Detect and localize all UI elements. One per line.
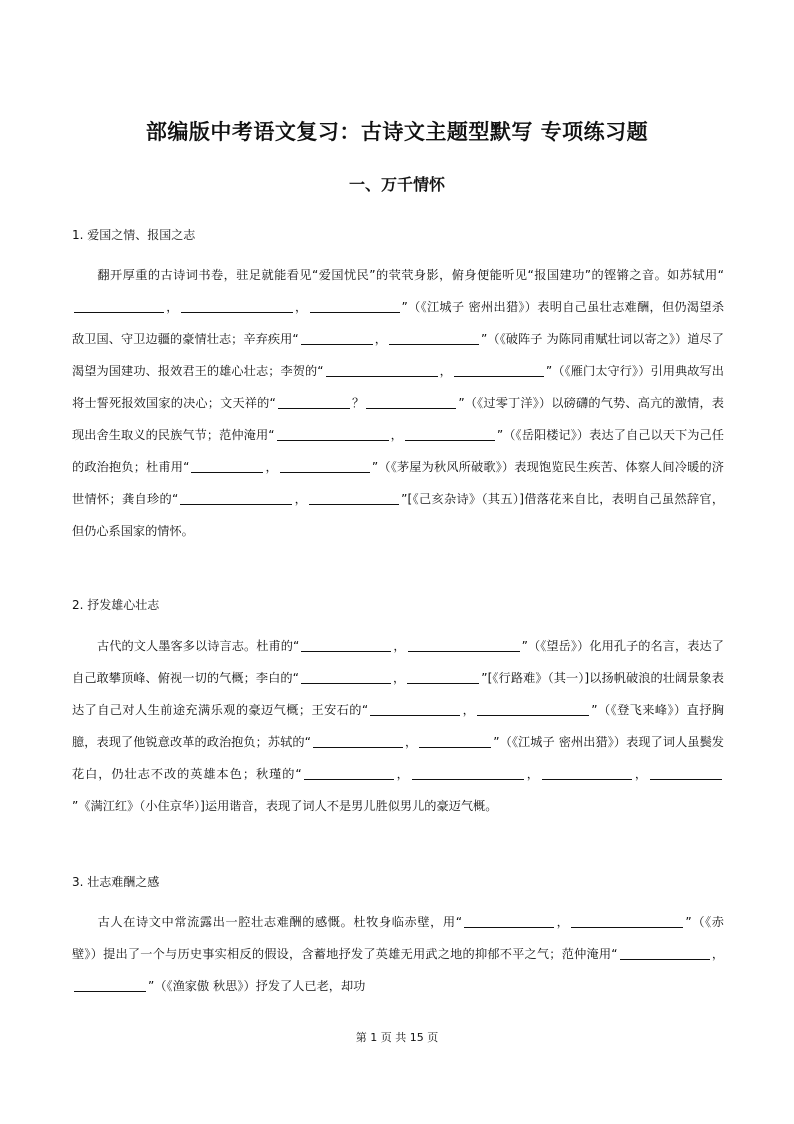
section-title: 一、万千情怀 xyxy=(348,175,445,194)
paragraph-3 xyxy=(72,906,724,1002)
fill-in-blank[interactable] xyxy=(407,669,479,684)
fill-in-blank[interactable] xyxy=(304,765,394,780)
fill-in-blank[interactable] xyxy=(477,701,589,716)
paragraph-text: ， xyxy=(633,767,648,781)
paragraph-text: ， xyxy=(374,332,388,346)
fill-in-blank[interactable] xyxy=(366,394,456,409)
fill-in-blank[interactable] xyxy=(280,458,370,473)
fill-in-blank[interactable] xyxy=(74,977,146,992)
paragraph-text: ”（《赤壁》）提出了一个与历史事实相反的假设，含蓄地抒发了英雄无用武之地的抑郁不平之气；范仲淹用“ xyxy=(72,915,724,961)
fill-in-blank[interactable] xyxy=(412,765,524,780)
paragraph-text: ， xyxy=(294,492,308,506)
fill-in-blank[interactable] xyxy=(278,394,350,409)
paragraph-text: ”（《过零丁洋》）以磅礴的气势、高亢的激情，表现出舍生取义的民族气节；范仲淹用“ xyxy=(72,396,724,442)
fill-in-blank[interactable] xyxy=(301,637,391,652)
fill-in-blank[interactable] xyxy=(277,426,389,441)
paragraph-text: ”（《江城子 密州出猎》）表明自己虽壮志难酬，但仍渴望杀敌卫国、守卫边疆的豪情壮志；辛弃疾用“ xyxy=(72,300,725,346)
section-heading-2: 2. 抒发雄心壮志 xyxy=(72,598,160,612)
paragraph-text: ， xyxy=(166,300,179,314)
paragraph-text: ， xyxy=(392,671,406,685)
page-title: 部编版中考语文复习：古诗文主题型默写 专项练习题 xyxy=(145,120,649,144)
fill-in-blank[interactable] xyxy=(301,669,391,684)
paragraph-text: ， xyxy=(556,915,570,929)
paragraph-text: ”（《江城子 密州出猎》）表现了词人虽鬓发花白，仍壮志不改的英雄本色；秋瑾的“ xyxy=(72,735,724,781)
paragraph-text: ”（《望岳》）化用孔子的名言，表达了自己敢攀顶峰、俯视一切的气概；李白的“ xyxy=(72,639,724,685)
fill-in-blank[interactable] xyxy=(454,362,544,377)
paragraph-text: ， xyxy=(395,767,410,781)
fill-in-blank[interactable] xyxy=(309,490,399,505)
paragraph-text: ， xyxy=(711,947,725,961)
paragraph-text: ”（《破阵子 为陈同甫赋壮词以寄之》）道尽了渴望为国建功、报效君王的雄心壮志；李贺的“ xyxy=(72,332,724,378)
fill-in-blank[interactable] xyxy=(370,701,460,716)
paragraph-text: 古人在诗文中常流露出一腔壮志难酬的感慨。杜牧身临赤壁，用“ xyxy=(97,915,463,929)
section-heading-1: 1. 爱国之情、报国之志 xyxy=(72,228,196,242)
fill-in-blank[interactable] xyxy=(326,362,438,377)
fill-in-blank[interactable] xyxy=(419,733,491,748)
fill-in-blank[interactable] xyxy=(464,913,554,928)
page-footer: 第 1 页 共 15 页 xyxy=(355,1031,439,1044)
section-heading-3: 3. 壮志难酬之感 xyxy=(72,875,160,889)
paragraph-2 xyxy=(72,630,724,822)
fill-in-blank[interactable] xyxy=(389,330,479,345)
paragraph-text: ， xyxy=(390,428,403,442)
fill-in-blank[interactable] xyxy=(650,765,722,780)
paragraph-text: ， xyxy=(439,364,452,378)
paragraph-text: ， xyxy=(294,300,308,314)
paragraph-text: ”（《雁门太守行》）引用典故写出将士誓死报效国家的决心；文天祥的“ xyxy=(72,364,724,410)
fill-in-blank[interactable] xyxy=(405,426,495,441)
paragraph-text: ， xyxy=(265,460,278,474)
paragraph-text: ”（《登飞来峰》）直抒胸臆，表现了他锐意改革的政治抱负；苏轼的“ xyxy=(72,703,724,749)
fill-in-blank[interactable] xyxy=(74,298,164,313)
fill-in-blank[interactable] xyxy=(180,490,292,505)
paragraph-text: ”（《茅屋为秋风所破歌》）表现饱览民生疾苦、体察人间冷暖的济世情怀；龚自珍的“ xyxy=(72,460,724,506)
paragraph-text: ， xyxy=(404,735,418,749)
paragraph-text: 古代的文人墨客多以诗言志。杜甫的“ xyxy=(97,639,300,653)
paragraph-text: ”《满江红》（小住京华）]运用谐音，表现了词人不是男儿胜似男儿的豪迈气概。 xyxy=(72,799,498,813)
fill-in-blank[interactable] xyxy=(408,637,520,652)
paragraph-text: ”[《行路难》（其一）]以扬帆破浪的壮阔景象表达了自己对人生前途充满乐观的豪迈气概；王安石的“ xyxy=(72,671,724,717)
fill-in-blank[interactable] xyxy=(542,765,632,780)
fill-in-blank[interactable] xyxy=(181,298,293,313)
fill-in-blank[interactable] xyxy=(313,733,403,748)
paragraph-text: ， xyxy=(393,639,406,653)
fill-in-blank[interactable] xyxy=(571,913,683,928)
paragraph-text: ？ xyxy=(351,396,365,410)
fill-in-blank[interactable] xyxy=(191,458,263,473)
paragraph-text: 翻开厚重的古诗词书卷，驻足就能看见“爱国忧民”的茕茕身影，俯身便能听见“报国建功”的铿锵之音。如苏轼用“ xyxy=(97,268,724,282)
paragraph-text: ”（《岳阳楼记》）表达了自己以天下为己任的政治抱负；杜甫用“ xyxy=(72,428,724,474)
paragraph-text: ， xyxy=(525,767,540,781)
paragraph-1 xyxy=(72,259,724,547)
fill-in-blank[interactable] xyxy=(620,945,710,960)
fill-in-blank[interactable] xyxy=(310,298,400,313)
fill-in-blank[interactable] xyxy=(301,330,373,345)
paragraph-text: ， xyxy=(462,703,476,717)
paragraph-text: ”（《渔家傲 秋思》）抒发了人已老，却功 xyxy=(148,979,366,993)
paragraph-text: ”[《己亥杂诗》（其五）]借落花来自比，表明自己虽然辞官，但仍心系国家的情怀。 xyxy=(72,492,725,538)
